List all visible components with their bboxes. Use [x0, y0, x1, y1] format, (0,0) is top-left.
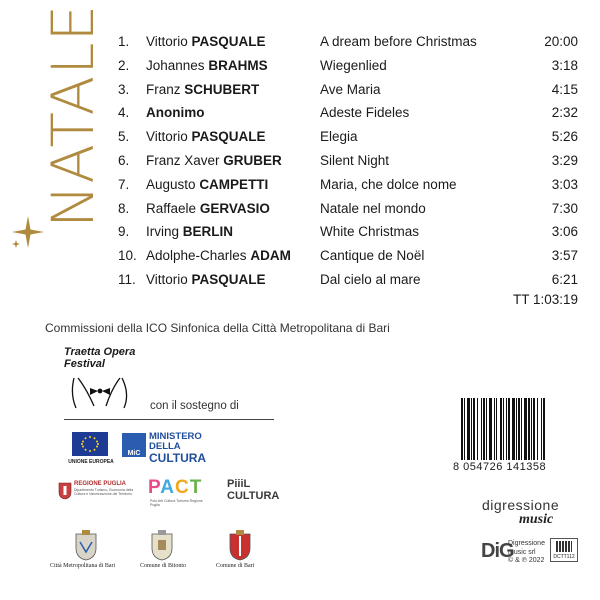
citta-metropolitana-label: Città Metropolitana di Bari: [50, 563, 116, 569]
comune-bitonto-crest-icon: [148, 528, 176, 562]
label-info-line-1: Digressione: [508, 540, 545, 547]
composer-last-name: Anonimo: [146, 105, 205, 121]
ministero-line-3: CULTURA: [149, 451, 207, 465]
track-row: [118, 220, 578, 244]
composer-last-name: ADAM: [250, 248, 291, 264]
track-row: [118, 149, 578, 173]
label-info-line-3: © & ℗ 2022: [508, 557, 545, 564]
track-number: 7.: [118, 176, 130, 192]
barcode-bar: [477, 398, 478, 460]
ministero-line-1: MINISTERO: [149, 431, 202, 442]
track-duration: 2:32: [551, 105, 578, 121]
support-text: con il sostegno di: [150, 400, 239, 412]
barcode-bar: [512, 398, 515, 460]
barcode-bar: [521, 398, 522, 460]
track-title: Wiegenlied: [320, 57, 387, 73]
piiil-cultura-logo: PiiiL CULTURA: [227, 478, 280, 502]
barcode: [459, 398, 577, 460]
compact-disc-logo: [550, 538, 578, 562]
traetta-opera-festival-text: Traetta Opera Festival: [64, 346, 136, 370]
composer-last-name: GRUBER: [223, 152, 282, 168]
composer-first-name: Adolphe-Charles: [146, 248, 247, 264]
barcode-bar: [467, 398, 470, 460]
mic-logo: [122, 433, 146, 457]
barcode-bar: [500, 398, 502, 460]
divider: [64, 419, 274, 420]
composer-first-name: Irving: [146, 224, 180, 240]
track-number: 6.: [118, 152, 130, 168]
barcode-bar: [508, 398, 510, 460]
credits-text: Commissioni della ICO Sinfonica della Città Metropolitana di Bari: [45, 321, 390, 335]
composer-last-name: BRAHMS: [208, 57, 268, 73]
track-title: Dal cielo al mare: [320, 271, 421, 287]
track-row: [118, 125, 578, 149]
track-row: [118, 268, 578, 292]
track-title: A dream before Christmas: [320, 34, 477, 49]
regione-puglia-emblem-icon: [58, 482, 72, 500]
mic-short: MiC: [127, 450, 141, 457]
total-time: TT 1:03:19: [512, 292, 578, 307]
ministero-text: [149, 432, 206, 465]
barcode-number: 8 054726 141358: [453, 461, 547, 473]
barcode-bar: [516, 398, 517, 460]
barcode-bar: [533, 398, 535, 460]
track-title: Silent Night: [320, 152, 390, 168]
eu-flag-icon: [72, 432, 108, 456]
track-row: [118, 173, 578, 197]
track-duration: 6:21: [551, 271, 578, 287]
track-composer: [146, 149, 282, 173]
track-composer: [146, 197, 270, 221]
composer-first-name: Franz: [146, 81, 181, 97]
barcode-bar: [503, 398, 504, 460]
track-title: Cantique de Noël: [320, 248, 425, 264]
tracklist: [118, 30, 578, 292]
track-number: 9.: [118, 224, 130, 240]
regione-puglia-subtext: Dipartimento Turismo, Economia della Cultura e Valorizzazione del Territorio: [74, 488, 134, 496]
stars-icon: [8, 212, 48, 252]
track-duration: 5:26: [551, 129, 578, 145]
album-title: NATALE: [39, 3, 107, 228]
label-info: [508, 540, 545, 566]
composer-first-name: Raffaele: [146, 200, 197, 216]
label-name: digressione: [482, 497, 560, 513]
track-title: Natale nel mondo: [320, 200, 426, 216]
composer-last-name: PASQUALE: [191, 271, 266, 287]
composer-first-name: Johannes: [146, 57, 205, 73]
track-title: White Christmas: [320, 224, 420, 240]
track-title: Elegia: [320, 129, 358, 145]
comune-bitonto-label: Comune di Bitonto: [140, 563, 187, 569]
track-row: [118, 101, 578, 125]
track-composer: [146, 78, 259, 102]
track-row: [118, 30, 578, 54]
track-title: Maria, che dolce nome: [320, 176, 457, 192]
composer-last-name: PASQUALE: [191, 129, 266, 145]
comune-bari-crest-icon: [226, 528, 254, 562]
track-composer: [146, 244, 291, 268]
barcode-bar: [543, 398, 545, 460]
barcode-bar: [473, 398, 475, 460]
track-number: 1.: [118, 34, 130, 49]
barcode-bar: [537, 398, 538, 460]
citta-metropolitana-crest-icon: [72, 528, 100, 562]
track-duration: 20:00: [544, 34, 578, 49]
track-composer: [146, 30, 266, 54]
composer-first-name: Vittorio: [146, 129, 188, 145]
track-row: [118, 244, 578, 268]
barcode-bar: [461, 398, 463, 460]
track-number: 3.: [118, 81, 130, 97]
barcode-bar: [489, 398, 492, 460]
barcode-bar: [531, 398, 532, 460]
composer-last-name: BERLIN: [182, 224, 234, 240]
pact-subtext: Polo Arti Cultura Turismo Regione Puglia: [150, 499, 203, 507]
composer-first-name: Vittorio: [146, 34, 188, 49]
dig-logo: DiG: [481, 540, 514, 562]
track-composer: [146, 173, 268, 197]
barcode-bar: [464, 398, 465, 460]
track-duration: 3:57: [551, 248, 578, 264]
barcode-bar: [486, 398, 487, 460]
barcode-bar: [471, 398, 472, 460]
barcode-bar: [494, 398, 495, 460]
pact-logo: PACT: [148, 477, 203, 498]
track-duration: 7:30: [551, 200, 578, 216]
track-duration: 3:03: [551, 176, 578, 192]
ministero-line-2: DELLA: [149, 441, 181, 452]
label-music: music: [519, 512, 554, 527]
composer-last-name: PASQUALE: [191, 34, 266, 49]
track-title: Ave Maria: [320, 81, 381, 97]
track-row: [118, 78, 578, 102]
track-number: 10.: [118, 248, 137, 264]
comune-bari-label: Comune di Bari: [216, 563, 255, 569]
track-composer: [146, 101, 205, 125]
barcode-bar: [518, 398, 520, 460]
track-row: [118, 54, 578, 78]
track-number: 11.: [118, 271, 136, 287]
catalog-number: DCTT112: [553, 554, 575, 560]
track-duration: 3:18: [551, 57, 578, 73]
track-duration: 4:15: [551, 81, 578, 97]
composer-last-name: GERVASIO: [199, 200, 270, 216]
barcode-bar: [528, 398, 530, 460]
barcode-bar: [483, 398, 485, 460]
label-info-line-2: music srl: [508, 548, 536, 556]
composer-first-name: Franz Xaver: [146, 152, 220, 168]
composer-first-name: Vittorio: [146, 271, 188, 287]
track-title: Adeste Fideles: [320, 105, 410, 121]
track-row: [118, 197, 578, 221]
track-composer: [146, 125, 266, 149]
barcode-bar: [524, 398, 527, 460]
track-number: 5.: [118, 129, 130, 145]
track-composer: [146, 54, 268, 78]
track-number: 4.: [118, 105, 130, 121]
barcode-bar: [506, 398, 507, 460]
composer-last-name: CAMPETTI: [199, 176, 269, 192]
track-duration: 3:29: [551, 152, 578, 168]
barcode-bar: [481, 398, 482, 460]
barcode-bar: [541, 398, 542, 460]
composer-last-name: SCHUBERT: [184, 81, 260, 97]
track-number: 2.: [118, 57, 130, 73]
eu-label: UNIONE EUROPEA: [68, 459, 114, 465]
track-composer: [146, 268, 266, 292]
regione-puglia-text: REGIONE PUGLIA: [74, 481, 127, 487]
track-duration: 3:06: [551, 224, 578, 240]
composer-first-name: Augusto: [146, 176, 196, 192]
track-composer: [146, 220, 233, 244]
barcode-bar: [496, 398, 497, 460]
track-number: 8.: [118, 200, 130, 216]
